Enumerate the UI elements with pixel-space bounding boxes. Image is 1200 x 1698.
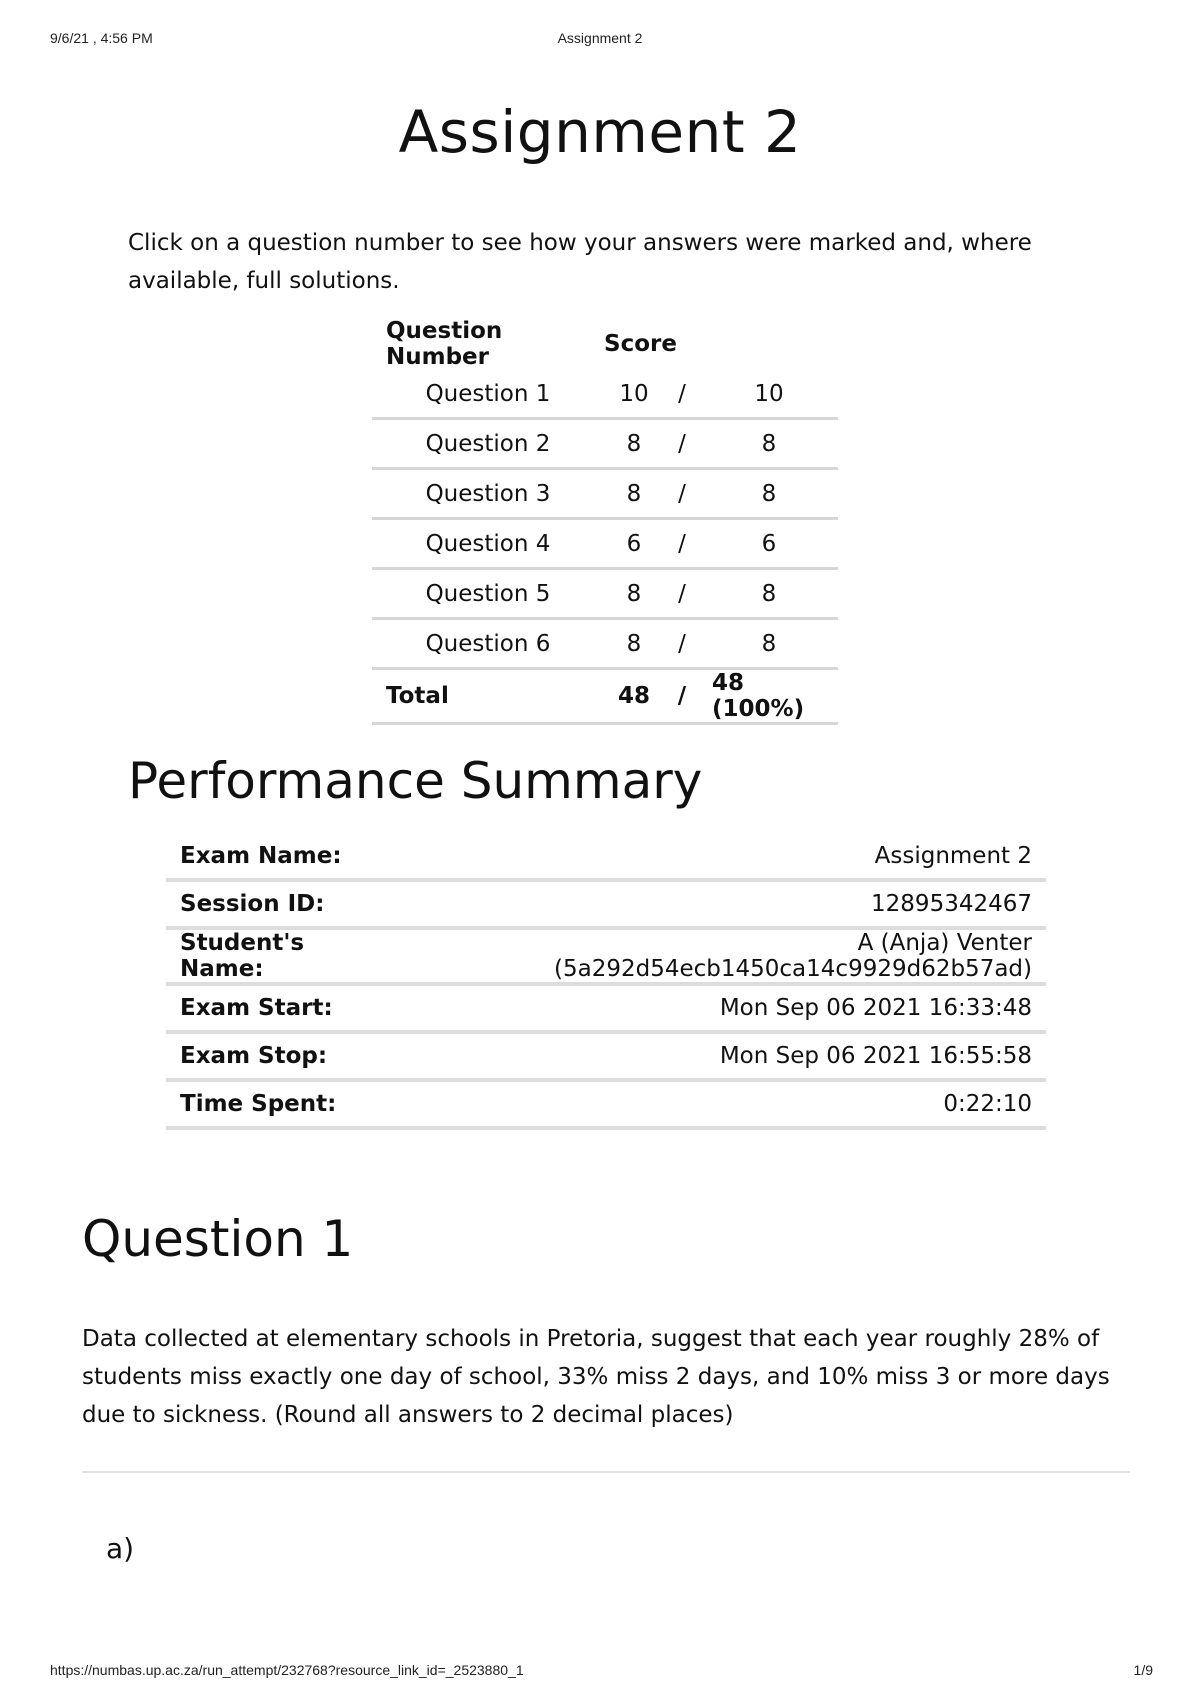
table-row: [166, 834, 1046, 882]
print-footer-url: https://numbas.up.ac.za/run_attempt/232768?resource_link_id=_2523880_1: [50, 1662, 524, 1678]
print-date: 9/6/21 , 4:56 PM: [50, 30, 153, 46]
score-value: 8: [604, 419, 664, 469]
session-id-label: Session ID:: [166, 882, 388, 930]
question-link[interactable]: Question 1: [372, 370, 604, 419]
total-row: [372, 669, 838, 724]
time-spent-value: 0:22:10: [388, 1082, 1046, 1130]
max-score-value: 10: [700, 370, 838, 419]
table-row[interactable]: [372, 419, 838, 469]
total-score: 48: [604, 669, 664, 724]
score-value: 6: [604, 519, 664, 569]
table-row[interactable]: [372, 569, 838, 619]
table-row[interactable]: [372, 519, 838, 569]
score-separator: /: [664, 569, 700, 619]
score-separator: /: [664, 619, 700, 669]
score-table-header: [372, 318, 838, 370]
table-row[interactable]: [372, 370, 838, 419]
max-score-value: 8: [700, 569, 838, 619]
performance-summary-heading: Performance Summary: [128, 752, 703, 810]
score-table: [372, 318, 838, 725]
question-1-heading: Question 1: [82, 1210, 354, 1268]
max-score-value: 6: [700, 519, 838, 569]
score-value: 8: [604, 569, 664, 619]
performance-summary-table: [166, 834, 1046, 1130]
question-1-text: Data collected at elementary schools in Pretoria, suggest that each year roughly 28% of students miss exactly one day of school, 33% miss 2 days, and 10% miss 3 or more days due to sickness. (Round all answers to 2 decimal places): [82, 1326, 1110, 1428]
total-separator: /: [664, 669, 700, 724]
question-link[interactable]: Question 3: [372, 469, 604, 519]
page-number: 1/9: [1133, 1662, 1153, 1678]
table-row[interactable]: [372, 469, 838, 519]
max-score-value: 8: [700, 419, 838, 469]
intro-text: Click on a question number to see how your answers were marked and, where available, full solutions.: [128, 230, 1032, 294]
total-max-score: 48 (100%): [700, 669, 838, 724]
session-id-value: 12895342467: [388, 882, 1046, 930]
divider: [82, 1471, 1130, 1473]
student-name-value: A (Anja) Venter (5a292d54ecb1450ca14c9929d62b57ad): [388, 930, 1046, 986]
table-row[interactable]: [372, 619, 838, 669]
print-header-title: Assignment 2: [557, 30, 643, 46]
page-title: Assignment 2: [398, 98, 802, 166]
score-separator: /: [664, 519, 700, 569]
question-number-header: Question Number: [386, 318, 503, 370]
table-row: [166, 986, 1046, 1034]
max-score-value: 8: [700, 619, 838, 669]
exam-stop-label: Exam Stop:: [166, 1034, 388, 1082]
score-header: Score: [604, 331, 677, 357]
student-name-label: Student's Name:: [166, 930, 388, 986]
score-separator: /: [664, 469, 700, 519]
max-score-value: 8: [700, 469, 838, 519]
time-spent-label: Time Spent:: [166, 1082, 388, 1130]
question-link[interactable]: Question 4: [372, 519, 604, 569]
question-link[interactable]: Question 6: [372, 619, 604, 669]
question-link[interactable]: Question 5: [372, 569, 604, 619]
exam-name-value: Assignment 2: [388, 834, 1046, 882]
table-row: [166, 882, 1046, 930]
total-label: Total: [372, 669, 604, 724]
table-row: [166, 1034, 1046, 1082]
score-separator: /: [664, 419, 700, 469]
part-a-label: a): [106, 1532, 135, 1565]
score-value: 8: [604, 619, 664, 669]
score-separator: /: [664, 370, 700, 419]
table-row: [166, 1082, 1046, 1130]
score-value: 8: [604, 469, 664, 519]
exam-start-label: Exam Start:: [166, 986, 388, 1034]
question-link[interactable]: Question 2: [372, 419, 604, 469]
exam-start-value: Mon Sep 06 2021 16:33:48: [388, 986, 1046, 1034]
score-value: 10: [604, 370, 664, 419]
exam-stop-value: Mon Sep 06 2021 16:55:58: [388, 1034, 1046, 1082]
exam-name-label: Exam Name:: [166, 834, 388, 882]
table-row: [166, 930, 1046, 986]
